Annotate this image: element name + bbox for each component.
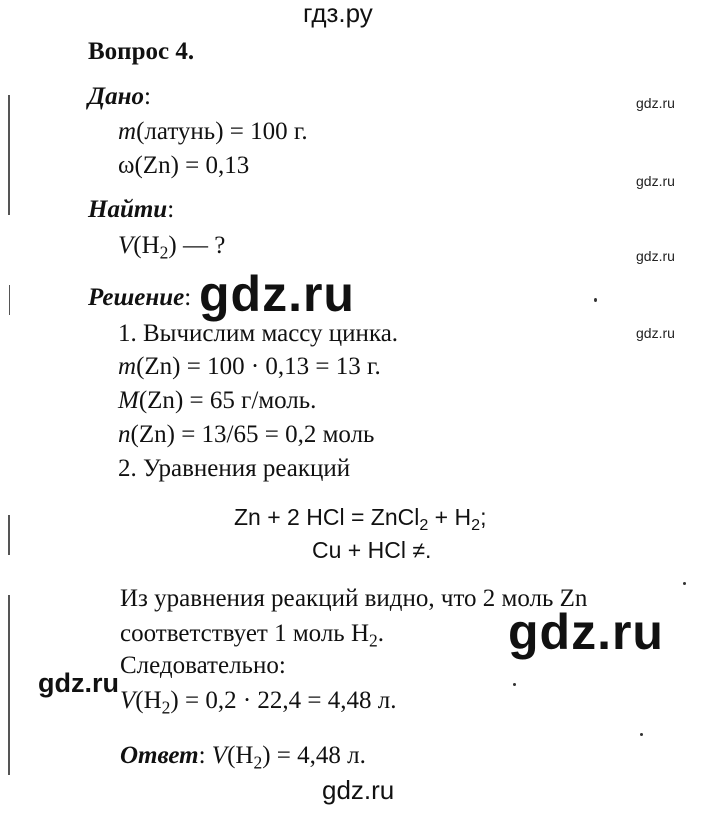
answer-sub: 2 — [253, 752, 263, 773]
note-text: соответствует 1 моль H — [120, 620, 370, 647]
scan-edge-line — [8, 515, 10, 555]
note-sub: 2 — [369, 630, 378, 651]
solution-step2: 2. Уравнения реакций — [118, 455, 351, 482]
find-target: $V(H_2)$ — ? — [118, 232, 226, 263]
calc-func: m — [118, 353, 137, 380]
scan-speck — [594, 298, 597, 302]
note-line-2 — [120, 620, 385, 651]
result-line: $V(H_2) = 0,2 \cdot 22,4 = 4,48$ л. — [120, 687, 397, 718]
result-rest: = 0,2 · 22,4 = 4,48 л. — [178, 687, 397, 714]
calc-func: n — [118, 421, 131, 448]
calc-line: m(Zn) = 100 · 0,13 = 13 г. — [118, 353, 381, 380]
calc-rest: = 65 г/моль. — [183, 387, 317, 414]
find-heading: Найти: — [88, 196, 175, 223]
given-value: = 0,13 — [178, 152, 250, 179]
calc-func: M — [118, 387, 139, 414]
given-arg: латунь — [144, 118, 216, 145]
watermark-medium: gdz.ru — [322, 775, 395, 805]
watermark-medium: gdz.ru — [38, 668, 119, 698]
reaction-lhs: Zn + 2 HCl = ZnCl — [234, 504, 420, 530]
scan-edge-line — [9, 285, 10, 315]
watermark-large: gdz.ru — [199, 266, 355, 322]
watermark-small: gdz.ru — [636, 325, 675, 341]
solution-step1: 1. Вычислим массу цинка. — [118, 320, 399, 347]
answer-label: Ответ — [120, 742, 199, 769]
site-header: гдз.ру — [303, 0, 373, 28]
reaction-equation-2: Cu + HCl ≠. — [312, 537, 432, 563]
result-arg: H — [143, 687, 162, 714]
calc-arg: Zn — [138, 421, 167, 448]
watermark-small: gdz.ru — [636, 248, 675, 264]
answer-line: Ответ: $V(H_2) = 4,48$ л. — [120, 742, 366, 773]
reaction-sub: 2 — [419, 515, 429, 534]
scan-edge-line — [8, 95, 10, 215]
answer-var: V — [211, 742, 228, 769]
solution-heading: Решение: — [88, 284, 192, 311]
find-var: V — [118, 232, 134, 259]
note-line-1: Из уравнения реакций видно, что 2 моль Zn — [120, 585, 588, 612]
given-value: = 100 г. — [223, 118, 308, 145]
reaction-end: ; — [480, 504, 487, 530]
calc-line: M(Zn) = 65 г/моль. — [118, 387, 317, 414]
given-label: Дано — [88, 83, 144, 110]
calc-rest: = 13/65 = 0,2 моль — [174, 421, 375, 448]
reaction-sub: 2 — [471, 515, 481, 534]
result-var: V — [120, 687, 136, 714]
question-title: Вопрос 4. — [88, 38, 195, 65]
reaction-equation-1 — [234, 504, 487, 534]
find-sub: 2 — [159, 242, 169, 263]
answer-rest: = 4,48 л. — [270, 742, 366, 769]
find-rest: — ? — [176, 232, 226, 259]
result-sub: 2 — [161, 697, 171, 718]
solution-label: Решение — [88, 284, 185, 311]
calc-line: n(Zn) = 13/65 = 0,2 моль — [118, 421, 375, 448]
calc-arg: Zn — [144, 353, 173, 380]
watermark-large: gdz.ru — [508, 604, 664, 660]
watermark-small: gdz.ru — [636, 173, 675, 189]
calc-arg: Zn — [147, 387, 175, 414]
find-arg: H — [141, 232, 160, 259]
given-line-fraction: ω(Zn) = 0,13 — [118, 152, 250, 179]
scan-speck — [683, 582, 686, 585]
scan-speck — [513, 683, 516, 686]
given-func: m — [118, 118, 137, 145]
watermark-small: gdz.ru — [636, 95, 675, 111]
therefore-line: Следовательно: — [120, 652, 286, 679]
scan-edge-line — [8, 595, 10, 775]
calc-rest: = 100 · 0,13 = 13 г. — [180, 353, 381, 380]
given-heading: Дано: — [88, 83, 151, 110]
scan-speck — [640, 733, 643, 736]
given-func: ω — [118, 152, 135, 179]
reaction-mid: + H — [428, 504, 472, 530]
answer-arg: H — [235, 742, 254, 769]
find-label: Найти — [88, 196, 168, 223]
given-arg: Zn — [142, 152, 171, 179]
note-end: . — [377, 620, 385, 647]
given-line-mass: m(латунь) = 100 г. — [118, 118, 308, 145]
